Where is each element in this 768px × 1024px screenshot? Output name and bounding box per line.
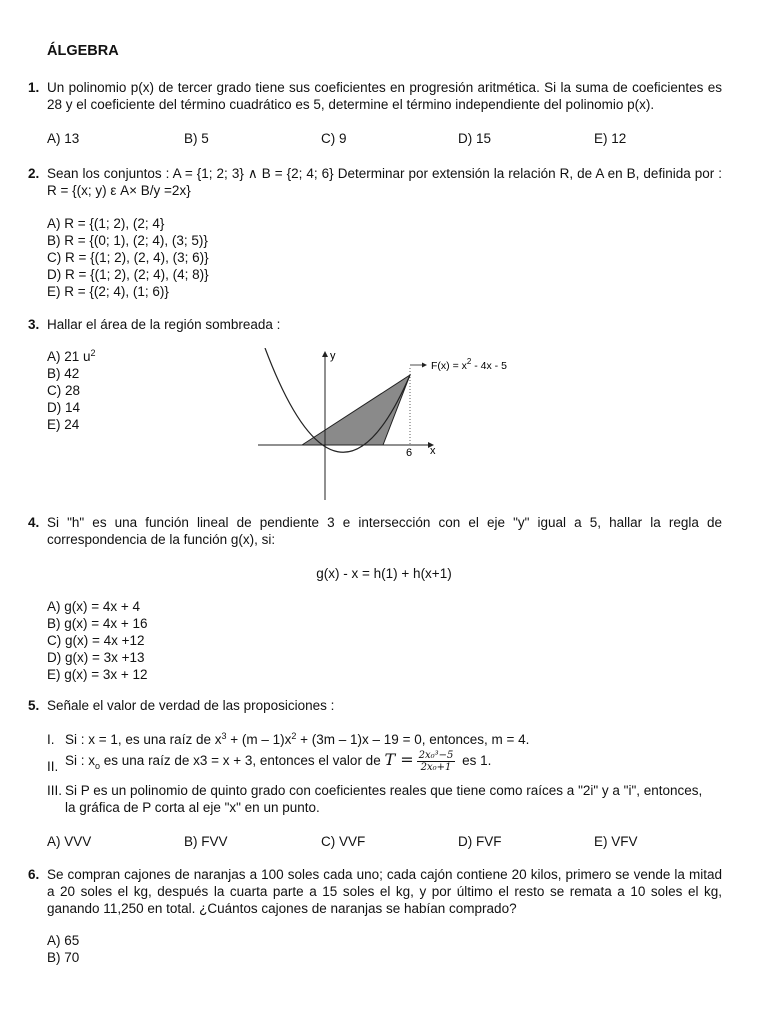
question-1 <box>28 79 722 113</box>
question-2-options <box>47 215 209 300</box>
option-c: C) 9 <box>321 131 347 146</box>
option-a: A) 21 $u^2$ <box>47 348 96 364</box>
question-4-options <box>47 598 148 683</box>
question-2 <box>28 165 722 199</box>
option-d: D) 14 <box>47 400 81 415</box>
proposition-1 <box>47 731 727 748</box>
option-d: D) FVF <box>458 834 502 849</box>
option-a: A) g(x) = 4x + 4 <box>47 599 141 614</box>
question-number: 2. <box>28 166 40 181</box>
proposition-text: Si P es un polinomio de quinto grado con coeficientes reales que tiene como raíces a "2i" y a "i", entonces, la gráfica de P corta al eje "x" en un punto. <box>65 783 703 815</box>
option-b: B) 70 <box>47 950 80 965</box>
proposition-label: II. <box>47 759 59 774</box>
x-axis-label: x <box>430 445 436 457</box>
proposition-text: Si : $x_o$ es una raíz de x3 = x + 3, entonces el valor de T = $\frac{\text{2x₀³−5}}{\text{2x₀+1}}$ es 1. <box>65 750 492 773</box>
option-b: B) g(x) = 4x + 16 <box>47 616 148 631</box>
question-number: 4. <box>28 515 40 530</box>
proposition-text: Si : x = 1, es una raíz de $x^3 + (m - 1)x^2 + (3m - 1)x - 19 = 0$, entonces, m = 4. <box>65 731 530 747</box>
y-axis-label: y <box>330 350 336 362</box>
option-c: C) g(x) = 4x +12 <box>47 633 145 648</box>
question-6 <box>28 866 722 917</box>
question-text: Hallar el área de la región sombreada : <box>47 317 281 332</box>
shaded-region <box>302 375 410 445</box>
option-e: E) 24 <box>47 417 80 432</box>
option-e: E) 12 <box>594 131 627 146</box>
question-4-formula: g(x) - x = h(1) + h(x+1) <box>316 566 452 581</box>
option-e: E) VFV <box>594 834 638 849</box>
option-c: C) 28 <box>47 383 81 398</box>
question-6-options <box>47 932 79 966</box>
formula-variable-t: T = <box>384 750 414 770</box>
question-3 <box>28 316 722 333</box>
option-b: B) 5 <box>184 131 209 146</box>
option-a: A) VVV <box>47 834 92 849</box>
option-d: D) g(x) = 3x +13 <box>47 650 145 665</box>
question-text: Un polinomio p(x) de tercer grado tiene sus coeficientes en progresión aritmética. Si la suma de coeficientes es 28 y el coeficiente del término cuadrático es 5, determine el término independiente del polinomio p(x). <box>47 80 722 112</box>
function-label: $F(x) = x^2 - 4x - 5$ <box>431 357 507 372</box>
question-text: Sean los conjuntos : A = {1; 2; 3} ∧ B = {2; 4; 6} Determinar por extensión la relación R, de A en B, definida por : R = {(x; y) ε A× B/y =2x} <box>47 166 722 198</box>
option-b: B) FVV <box>184 834 228 849</box>
question-number: 3. <box>28 317 40 332</box>
option-e: E) R = {(2; 4), (1; 6)} <box>47 284 169 299</box>
question-3-options <box>47 348 96 433</box>
question-number: 5. <box>28 698 40 713</box>
tick-label-6: 6 <box>406 447 413 459</box>
option-e: E) g(x) = 3x + 12 <box>47 667 148 682</box>
question-number: 1. <box>28 80 40 95</box>
y-axis-arrow <box>322 351 328 357</box>
option-c: C) R = {(1; 2), (2, 4), (3; 6)} <box>47 250 209 265</box>
option-c: C) VVF <box>321 834 366 849</box>
option-a: A) 13 <box>47 131 80 146</box>
option-a: A) R = {(1; 2), (2; 4} <box>47 216 165 231</box>
option-a: A) 65 <box>47 933 80 948</box>
question-text: Si "h" es una función lineal de pendiente 3 e intersección con el eje "y" igual a 5, hallar la regla de correspondencia de la función g(x), si: <box>47 515 722 547</box>
question-text: Se compran cajones de naranjas a 100 soles cada uno; cada cajón contiene 20 kilos, primero se vende la mitad a 20 soles el kg, después la cuarta parte a 15 soles el kg, y por último el resto se remata a 10 soles el kg, ganando 11,250 en total. ¿Cuántos cajones de naranjas se habían comprado? <box>47 867 722 916</box>
option-b: B) 42 <box>47 366 80 381</box>
section-title: ÁLGEBRA <box>47 43 119 59</box>
question-text: Señale el valor de verdad de las proposiciones : <box>47 698 335 713</box>
question-4 <box>28 514 722 548</box>
question-5 <box>28 697 722 714</box>
proposition-label: III. <box>47 783 63 798</box>
option-d: D) R = {(1; 2), (2; 4), (4; 8)} <box>47 267 209 282</box>
proposition-label: I. <box>47 732 55 747</box>
label-pointer-arrow <box>422 363 427 368</box>
question-number: 6. <box>28 867 40 882</box>
parabola-graph <box>250 348 530 503</box>
proposition-3 <box>47 782 727 816</box>
proposition-2 <box>47 750 727 773</box>
option-b: B) R = {(0; 1), (2; 4), (3; 5)} <box>47 233 208 248</box>
option-d: D) 15 <box>458 131 492 146</box>
fraction: $\frac{\text{2x₀³−5}}{\text{2x₀+1}}$ <box>418 750 454 773</box>
